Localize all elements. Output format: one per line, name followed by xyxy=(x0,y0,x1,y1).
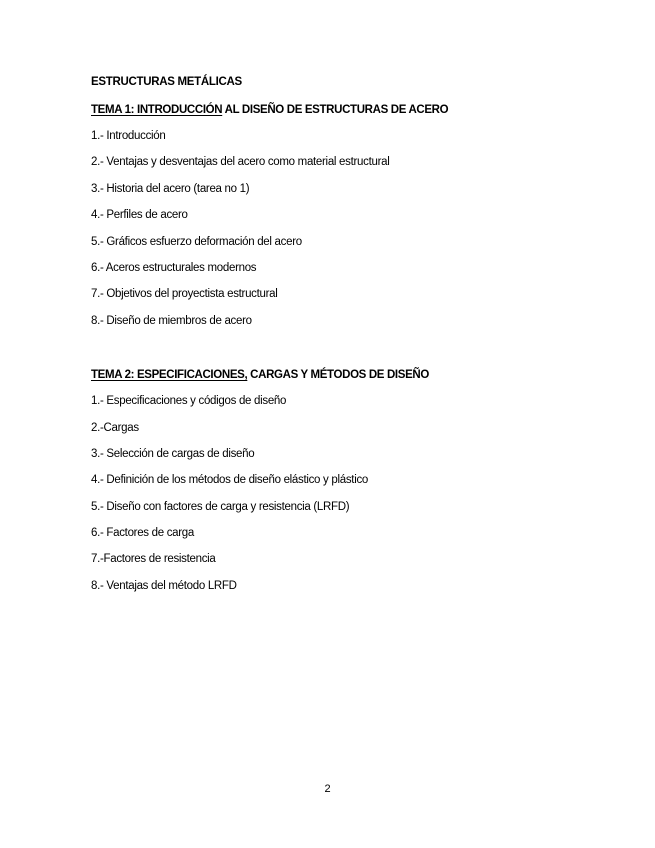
list-item: 8.- Diseño de miembros de acero xyxy=(91,314,252,327)
document-title: ESTRUCTURAS METÁLICAS xyxy=(91,76,242,88)
list-item: 7.-Factores de resistencia xyxy=(91,553,216,566)
section-tema-1 xyxy=(91,103,611,328)
list-item: 3.- Historia del acero (tarea no 1) xyxy=(91,182,250,195)
list-item: 3.- Selección de cargas de diseño xyxy=(91,447,255,460)
list-item: 1.- Especificaciones y códigos de diseño xyxy=(91,395,287,408)
page-number: 2 xyxy=(324,783,331,795)
list-item: 6.- Factores de carga xyxy=(91,527,195,540)
list-item: 5.- Diseño con factores de carga y resistencia (LRFD) xyxy=(91,500,350,513)
section-tema-2 xyxy=(91,368,611,593)
section-heading-underlined: TEMA 1: INTRODUCCIÓN xyxy=(91,104,223,116)
list-item: 4.- Perfiles de acero xyxy=(91,209,188,222)
list-item: 4.- Definición de los métodos de diseño elástico y plástico xyxy=(91,474,368,487)
section-heading-underlined: TEMA 2: ESPECIFICACIONES, xyxy=(91,369,248,382)
list-item: 6.- Aceros estructurales modernos xyxy=(91,261,257,274)
list-item: 8.- Ventajas del método LRFD xyxy=(91,579,237,592)
section-heading-rest: CARGAS Y MÉTODOS DE DISEÑO xyxy=(247,369,429,382)
list-item: 2.-Cargas xyxy=(91,421,139,434)
section-heading-rest: AL DISEÑO DE ESTRUCTURAS DE ACERO xyxy=(222,104,449,116)
section-heading xyxy=(91,368,611,382)
section-heading xyxy=(91,103,611,117)
list-item: 1.- Introducción xyxy=(91,130,166,142)
document-content xyxy=(91,75,611,605)
list-item: 5.- Gráficos esfuerzo deformación del acero xyxy=(91,235,302,248)
section-spacer xyxy=(91,340,611,368)
list-item: 2.- Ventajas y desventajas del acero como material estructural xyxy=(91,156,390,169)
list-item: 7.- Objetivos del proyectista estructural xyxy=(91,288,278,301)
